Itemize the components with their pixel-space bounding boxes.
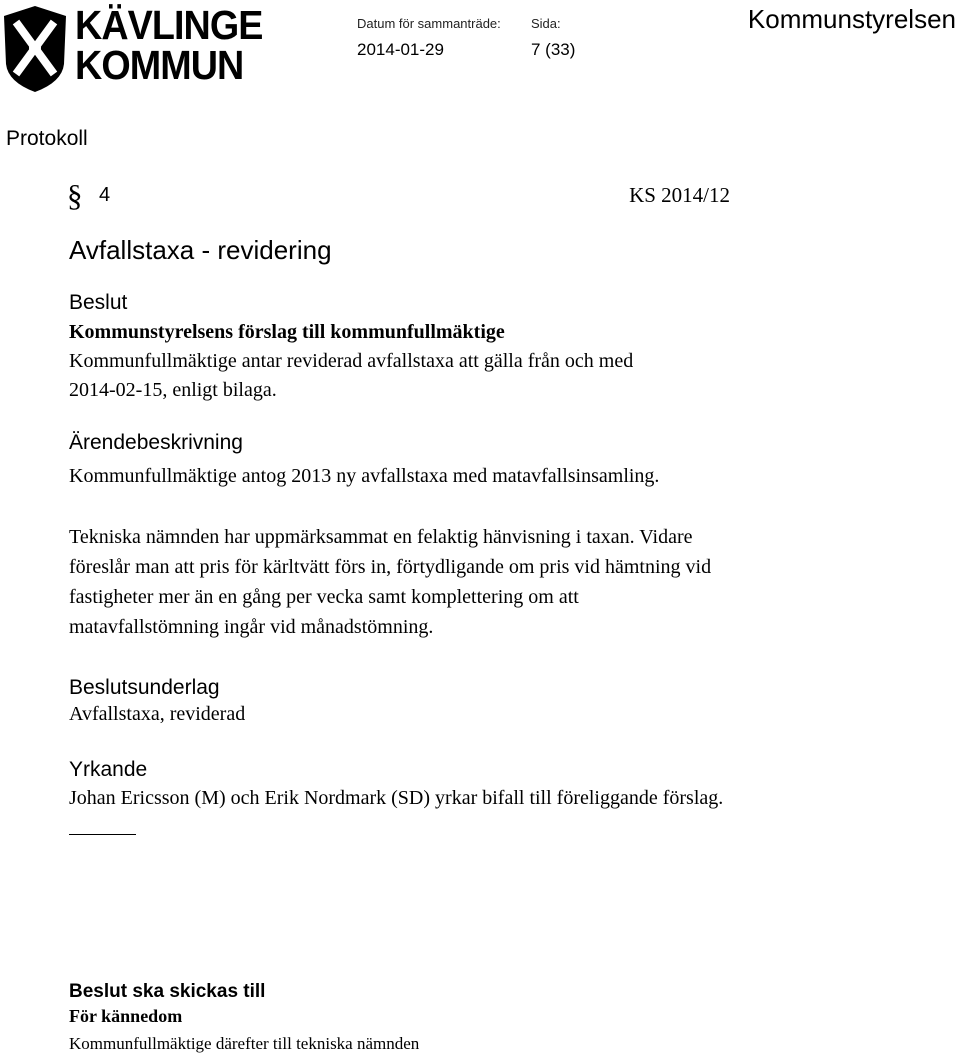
decision-text-line-1: Kommunfullmäktige antar reviderad avfallstaxa att gälla från och med	[69, 350, 634, 372]
meeting-date-label: Datum för sammanträde:	[357, 16, 501, 31]
page-label: Sida:	[531, 16, 561, 31]
distribution-heading: Beslut ska skickas till	[69, 981, 266, 1002]
organization-title: Kommunstyrelsen	[747, 4, 956, 34]
paragraph-number: 4	[99, 184, 111, 206]
decision-text-line-2: 2014-02-15, enligt bilaga.	[69, 379, 277, 401]
meeting-date: 2014-01-29	[357, 40, 444, 59]
logo-wordmark-line-2: KOMMUN	[75, 42, 244, 88]
basis-heading: Beslutsunderlag	[69, 676, 220, 699]
description-paragraph-2-line-4: matavfallstömning ingår vid månadstömning.	[69, 616, 434, 638]
description-paragraph-2-line-1: Tekniska nämnden har uppmärksammat en felaktig hänvisning i taxan. Vidare	[69, 526, 693, 548]
section-end-rule	[69, 834, 136, 835]
distribution-subheading: För kännedom	[69, 1006, 183, 1026]
logo-wordmark-line-1: KÄVLINGE	[75, 2, 263, 48]
document-type: Protokoll	[6, 127, 88, 150]
description-heading: Ärendebeskrivning	[69, 431, 243, 454]
municipality-logo	[2, 4, 68, 94]
case-number: KS 2014/12	[629, 183, 730, 207]
paragraph-sign: §	[67, 178, 83, 213]
page-number: 7 (33)	[531, 40, 576, 59]
motion-heading: Yrkande	[69, 758, 148, 781]
decision-subheading: Kommunstyrelsens förslag till kommunfullmäktige	[69, 321, 505, 343]
basis-text: Avfallstaxa, reviderad	[69, 703, 246, 725]
description-paragraph-2-line-3: fastigheter mer än en gång per vecka samt komplettering om att	[69, 586, 579, 608]
motion-text: Johan Ericsson (M) och Erik Nordmark (SD) yrkar bifall till föreliggande förslag.	[69, 787, 724, 809]
distribution-recipient: Kommunfullmäktige därefter till tekniska nämnden	[69, 1034, 420, 1053]
decision-heading: Beslut	[69, 291, 128, 314]
description-paragraph-2-line-2: föreslår man att pris för kärltvätt förs in, förtydligande om pris vid hämtning vid	[69, 556, 712, 578]
description-paragraph-1: Kommunfullmäktige antog 2013 ny avfallstaxa med matavfallsinsamling.	[69, 465, 660, 487]
item-title: Avfallstaxa - revidering	[69, 235, 332, 265]
